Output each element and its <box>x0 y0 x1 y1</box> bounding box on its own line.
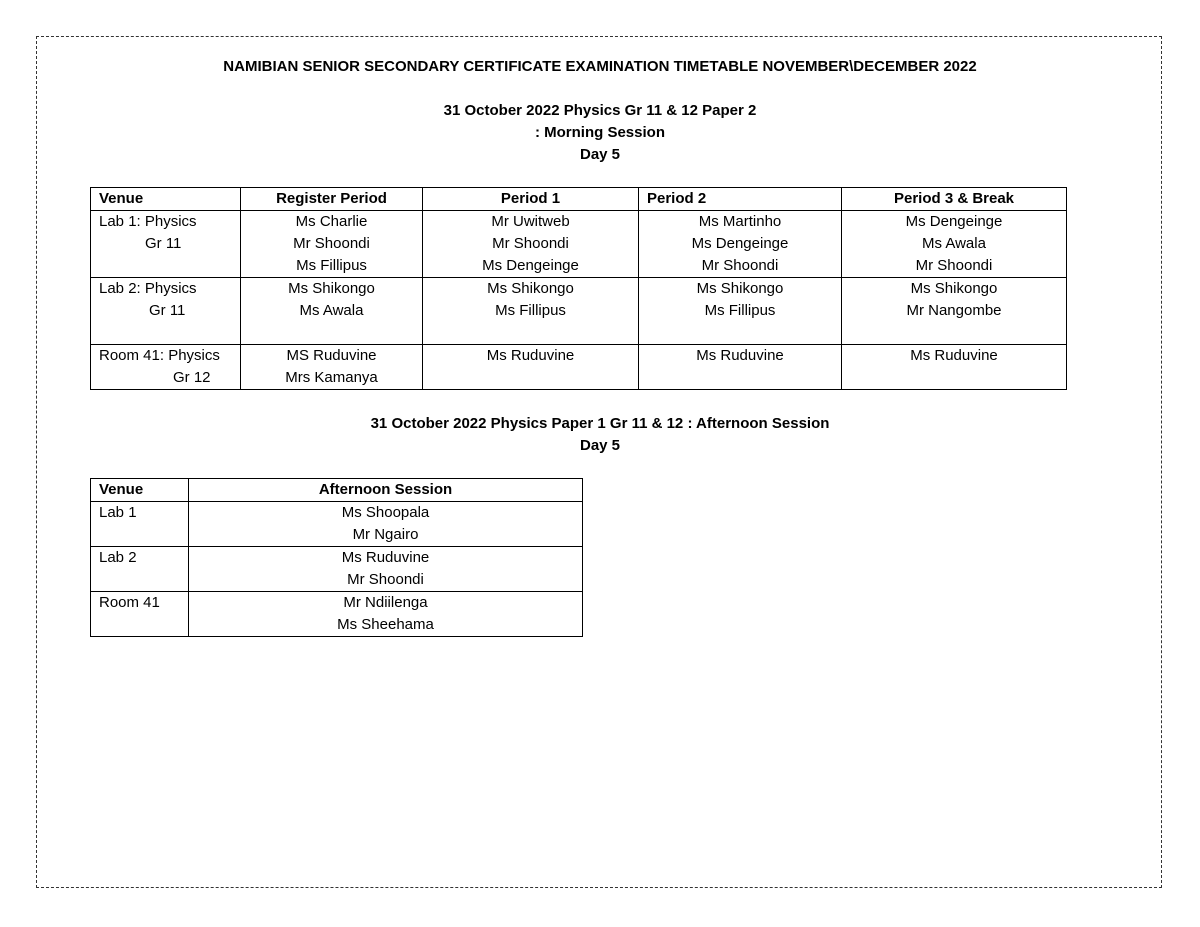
invigilator: Ms Awala <box>922 235 986 252</box>
afternoon-session-heading: 31 October 2022 Physics Paper 1 Gr 11 & 12 : Afternoon Session <box>370 415 830 432</box>
register-period-cell <box>241 345 423 390</box>
afternoon-timetable <box>90 478 583 637</box>
invigilator: Ms Shikongo <box>487 280 574 297</box>
invigilator: Ms Ruduvine <box>910 347 998 364</box>
column-header-afternoon-session: Afternoon Session <box>189 479 583 502</box>
column-header-venue: Venue <box>91 188 241 211</box>
morning-session-heading: 31 October 2022 Physics Gr 11 & 12 Paper 2 <box>443 102 757 119</box>
invigilator: Mr Shoondi <box>293 235 370 252</box>
period-1-cell <box>423 278 639 345</box>
invigilator: MS Ruduvine <box>286 347 377 364</box>
venue-grade: Gr 12 <box>173 369 211 386</box>
invigilator: Ms Sheehama <box>337 616 434 633</box>
main-title: NAMIBIAN SENIOR SECONDARY CERTIFICATE EXAMINATION TIMETABLE NOVEMBER\DECEMBER 2022 <box>223 58 977 75</box>
column-header-period-2: Period 2 <box>639 188 842 211</box>
column-header-period-1: Period 1 <box>423 188 639 211</box>
invigilator: Ms Ruduvine <box>341 549 430 566</box>
column-header-register-period: Register Period <box>241 188 423 211</box>
venue-cell <box>91 345 241 390</box>
venue-grade: Gr 11 <box>145 235 182 252</box>
table-row <box>91 592 583 637</box>
table-header-row <box>91 479 583 502</box>
register-period-cell <box>241 278 423 345</box>
invigilator: Ms Shikongo <box>696 280 784 297</box>
register-period-cell <box>241 211 423 278</box>
afternoon-session-cell <box>189 547 583 592</box>
period-1-cell <box>423 211 639 278</box>
venue-grade: Gr 11 <box>149 302 186 319</box>
morning-day-label: Day 5 <box>579 146 621 163</box>
morning-session-label: : Morning Session <box>534 124 665 141</box>
table-row <box>91 345 1067 390</box>
invigilator: Mr Nangombe <box>906 302 1002 319</box>
venue-cell: Room 41 <box>91 592 189 637</box>
invigilator: Ms Dengeinge <box>905 213 1003 230</box>
venue-name: Lab 1: Physics <box>99 213 197 230</box>
venue-name: Room 41: Physics <box>99 347 220 364</box>
invigilator: Ms Ruduvine <box>486 347 575 364</box>
invigilator: Ms Shoopala <box>341 504 430 521</box>
table-header-row <box>91 188 1067 211</box>
invigilator: Mr Shoondi <box>347 571 424 588</box>
period-3-cell <box>842 278 1067 345</box>
table-row <box>91 547 583 592</box>
afternoon-session-cell <box>189 502 583 547</box>
period-3-cell <box>842 345 1067 390</box>
afternoon-session-cell <box>189 592 583 637</box>
venue-cell <box>91 278 241 345</box>
period-3-cell <box>842 211 1067 278</box>
table-row <box>91 502 583 547</box>
venue-cell: Lab 1 <box>91 502 189 547</box>
morning-timetable <box>90 187 1067 390</box>
invigilator: Mr Shoondi <box>915 257 993 274</box>
invigilator: Mr Shoondi <box>492 235 569 252</box>
invigilator: Ms Dengeinge <box>691 235 789 252</box>
afternoon-day-label: Day 5 <box>579 437 621 454</box>
table-row <box>91 278 1067 345</box>
invigilator: Mr Uwitweb <box>491 213 570 230</box>
venue-cell: Lab 2 <box>91 547 189 592</box>
invigilator: Ms Shikongo <box>910 280 998 297</box>
invigilator: Ms Awala <box>299 302 364 319</box>
table-row <box>91 211 1067 278</box>
invigilator: Ms Shikongo <box>288 280 375 297</box>
invigilator: Ms Ruduvine <box>696 347 784 364</box>
period-1-cell <box>423 345 639 390</box>
invigilator: Ms Dengeinge <box>482 257 579 274</box>
invigilator: Ms Fillipus <box>296 257 367 274</box>
invigilator: Ms Martinho <box>698 213 782 230</box>
invigilator: Mr Ngairo <box>352 526 419 543</box>
invigilator: Ms Fillipus <box>704 302 776 319</box>
invigilator: Ms Charlie <box>295 213 368 230</box>
venue-name: Lab 2: Physics <box>99 280 197 297</box>
period-2-cell <box>639 211 842 278</box>
period-2-cell <box>639 345 842 390</box>
column-header-venue: Venue <box>91 479 189 502</box>
invigilator: Mrs Kamanya <box>285 369 378 386</box>
period-2-cell <box>639 278 842 345</box>
invigilator: Mr Shoondi <box>701 257 779 274</box>
column-header-period-3: Period 3 & Break <box>842 188 1067 211</box>
venue-cell <box>91 211 241 278</box>
invigilator: Ms Fillipus <box>495 302 566 319</box>
invigilator: Mr Ndiilenga <box>343 594 428 611</box>
